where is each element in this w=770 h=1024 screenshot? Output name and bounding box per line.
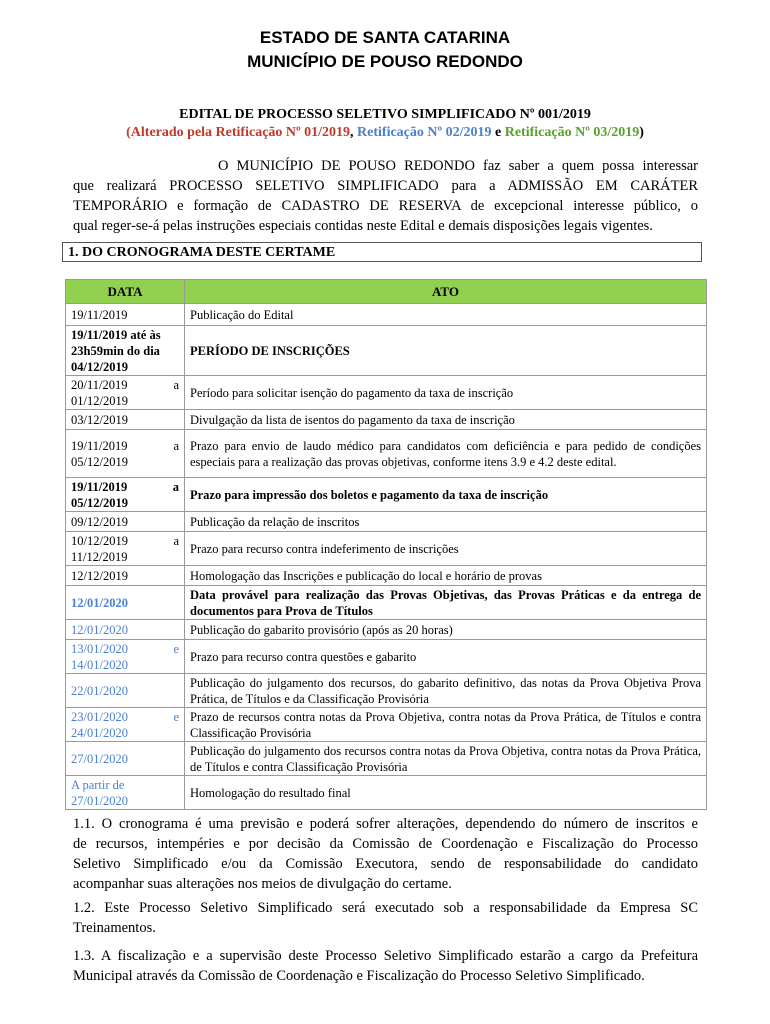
section-title: 1. DO CRONOGRAMA DESTE CERTAME [62, 242, 702, 262]
table-row [66, 674, 707, 708]
row-date: 12/01/2020 [66, 620, 185, 640]
table-row [66, 430, 707, 478]
row-date-end: 27/01/2020 [71, 793, 128, 808]
row-date-start: 13/01/2020 [71, 641, 128, 656]
row-date-conj: e [173, 641, 179, 656]
row-date: 12/01/2020 [66, 586, 185, 620]
table-row [66, 304, 707, 326]
intro-line: qual reger-se-á pelas instruções especiais contidas neste Edital e demais disposições legais vigentes. [73, 218, 653, 234]
row-act: Prazo para envio de laudo médico para candidatos com deficiência e para pedido de condições especiais para a realização das provas objetivas, conforme itens 3.9 e 4.2 deste edital. [185, 430, 707, 478]
table-row [66, 532, 707, 566]
row-act: Publicação do gabarito provisório (após as 20 horas) [185, 620, 707, 640]
edital-title: EDITAL DE PROCESSO SELETIVO SIMPLIFICADO Nº 001/2019 [179, 107, 591, 122]
row-act: Prazo para recurso contra indeferimento de inscrições [185, 532, 707, 566]
paragraph-1-1 [73, 814, 698, 894]
paragraph-line: de recursos, intempéries e por decisão da Comissão de Coordenação e Fiscalização do Processo [73, 836, 698, 852]
intro-line: O MUNICÍPIO DE POUSO REDONDO faz saber a quem possa interessar [218, 158, 698, 174]
paragraph-line: 1.2. Este Processo Seletivo Simplificado será executado sob a responsabilidade da Empresa SC [73, 900, 698, 916]
row-act: Prazo para recurso contra questões e gabarito [185, 640, 707, 674]
intro-line: que realizará PROCESSO SELETIVO SIMPLIFICADO para a ADMISSÃO EM CARÁTER [73, 178, 698, 194]
paragraph-1-2 [73, 898, 698, 938]
paragraph-line: 1.3. A fiscalização e a supervisão deste Processo Seletivo Simplificado estarão a cargo da Prefeitura [73, 948, 698, 964]
and-separator: e [491, 125, 505, 140]
rectification-1: Alterado pela Retificação Nº 01/2019 [130, 125, 351, 140]
table-row [66, 376, 707, 410]
rectification-3: Retificação Nº 03/2019 [504, 125, 640, 140]
table-header-row [66, 280, 707, 304]
row-act: Publicação do Edital [185, 304, 707, 326]
row-date-end: 05/12/2019 [71, 495, 128, 510]
municipality-heading: MUNICÍPIO DE POUSO REDONDO [247, 52, 523, 71]
row-date-conj: a [173, 533, 179, 548]
row-act: Publicação da relação de inscritos [185, 512, 707, 532]
table-row [66, 742, 707, 776]
row-date: 03/12/2019 [66, 410, 185, 430]
intro-line: TEMPORÁRIO e formação de CADASTRO DE RESERVA de excepcional interesse público, o [73, 198, 698, 214]
row-date-start: 23/01/2020 [71, 709, 128, 724]
row-date-conj: a [173, 377, 179, 392]
table-row [66, 640, 707, 674]
row-act: Data provável para realização das Provas Objetivas, das Provas Práticas e da entrega de documentos para Prova de Títulos [185, 586, 707, 620]
row-date-start: 19/11/2019 [71, 438, 128, 453]
row-act: Divulgação da lista de isentos do pagamento da taxa de inscrição [185, 410, 707, 430]
row-date [66, 430, 185, 478]
row-date-end: 11/12/2019 [71, 549, 128, 564]
row-date-end: 01/12/2019 [71, 393, 128, 408]
comma-separator: , [350, 125, 358, 140]
paragraph-line: acompanhar suas alterações nos meios de divulgação do certame. [73, 876, 452, 892]
paragraph-line: Municipal através da Comissão de Coordenação e Fiscalização do Processo Seletivo Simplificado. [73, 968, 645, 984]
row-act: Publicação do julgamento dos recursos contra notas da Prova Objetiva, contra notas da Prova Prática, de Títulos e contra Classificação Provisória [185, 742, 707, 776]
row-date: 12/12/2019 [66, 566, 185, 586]
table-row [66, 776, 707, 810]
row-date-end: 24/01/2020 [71, 725, 128, 740]
row-date-start: A partir de [71, 777, 125, 792]
state-heading: ESTADO DE SANTA CATARINA [259, 28, 511, 47]
intro-paragraph [73, 156, 698, 236]
rectification-line [0, 125, 770, 141]
row-date: 09/12/2019 [66, 512, 185, 532]
row-act: Período para solicitar isenção do pagamento da taxa de inscrição [185, 376, 707, 410]
row-date-conj: e [173, 709, 179, 724]
table-row [66, 708, 707, 742]
open-paren: ( [126, 125, 131, 140]
table-row [66, 620, 707, 640]
row-act: Prazo de recursos contra notas da Prova Objetiva, contra notas da Prova Prática, de Títulos e contra Classificação Provisória [185, 708, 707, 742]
row-date: 27/01/2020 [66, 742, 185, 776]
rectification-2: Retificação Nº 02/2019 [357, 125, 492, 140]
table-row [66, 478, 707, 512]
row-date: 19/11/2019 até às 23h59min do dia 04/12/2019 [66, 326, 185, 376]
table-row [66, 326, 707, 376]
paragraph-line: Treinamentos. [73, 920, 156, 936]
row-act: Publicação do julgamento dos recursos, do gabarito definitivo, das notas da Prova Objetiva Prova Prática, de Títulos e da Classificação Provisória [185, 674, 707, 708]
row-date [66, 708, 185, 742]
row-act: PERÍODO DE INSCRIÇÕES [185, 326, 707, 376]
row-date-start: 20/11/2019 [71, 377, 128, 392]
paragraph-1-3 [73, 946, 698, 986]
row-date: 19/11/2019 [66, 304, 185, 326]
header-date: DATA [66, 280, 185, 304]
table-row [66, 566, 707, 586]
row-date-start: 19/11/2019 [71, 479, 128, 494]
row-date-start: 10/12/2019 [71, 533, 128, 548]
row-date [66, 776, 185, 810]
row-act: Homologação do resultado final [185, 776, 707, 810]
paragraph-line: Seletivo Simplificado e/ou da Comissão Executora, sendo de responsabilidade do candidato [73, 856, 698, 872]
table-row [66, 586, 707, 620]
row-date-end: 05/12/2019 [71, 454, 128, 469]
row-act: Homologação das Inscrições e publicação do local e horário de provas [185, 566, 707, 586]
row-date [66, 532, 185, 566]
paragraph-line: 1.1. O cronograma é uma previsão e poderá sofrer alterações, dependendo do número de inscritos e [73, 816, 698, 832]
table-row [66, 410, 707, 430]
header-act: ATO [185, 280, 707, 304]
row-date [66, 640, 185, 674]
close-paren: ) [639, 125, 644, 140]
row-date-conj: a [173, 438, 179, 453]
table-row [66, 512, 707, 532]
schedule-table [65, 279, 707, 810]
row-date [66, 478, 185, 512]
row-date-end: 14/01/2020 [71, 657, 128, 672]
row-act: Prazo para impressão dos boletos e pagamento da taxa de inscrição [185, 478, 707, 512]
row-date [66, 376, 185, 410]
row-date-conj: a [172, 479, 179, 494]
row-date: 22/01/2020 [66, 674, 185, 708]
